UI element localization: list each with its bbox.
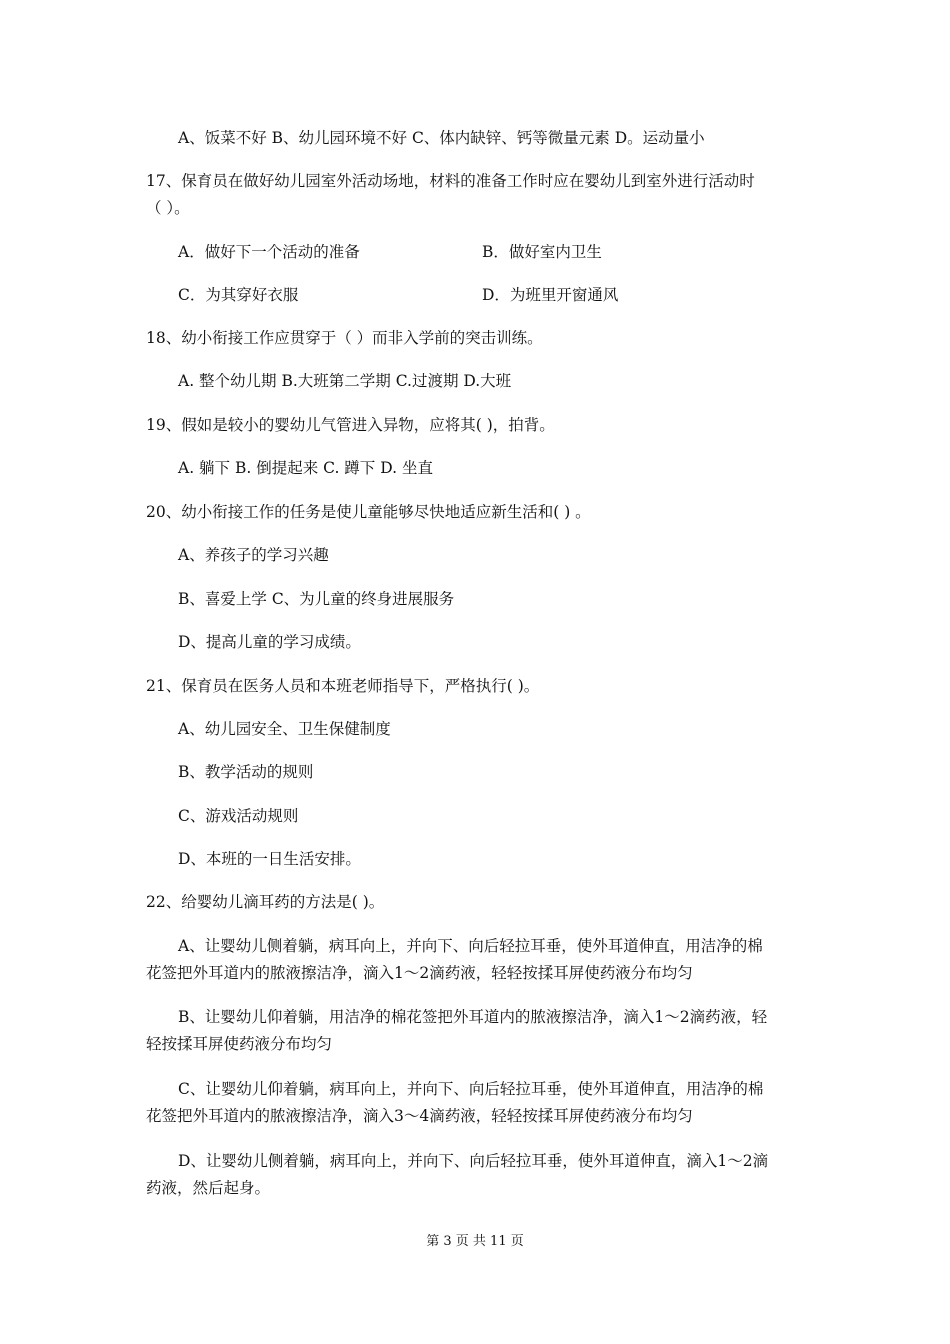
q16-options: A、饭菜不好 B、幼儿园环境不好 C、体内缺锌、钙等微量元素 D。运动量小 bbox=[178, 129, 705, 147]
q22-option-d: D、让婴幼儿侧着躺，病耳向上，并向下、向后轻拉耳垂，使外耳道伸直，滴入1～2滴 bbox=[178, 1152, 769, 1170]
q19-options: A. 躺下 B. 倒提起来 C. 蹲下 D. 坐直 bbox=[178, 459, 433, 477]
q22-option-a-cont: 花签把外耳道内的脓液擦洁净，滴入1～2滴药液，轻轻按揉耳屏使药液分布均匀 bbox=[146, 964, 693, 982]
q21-option-b: B、教学活动的规则 bbox=[178, 763, 314, 781]
q22-option-a: A、让婴幼儿侧着躺，病耳向上，并向下、向后轻拉耳垂，使外耳道伸直，用洁净的棉 bbox=[178, 937, 763, 955]
q21-question: 21、保育员在医务人员和本班老师指导下，严格执行( )。 bbox=[146, 677, 540, 695]
q21-option-c: C、游戏活动规则 bbox=[178, 807, 299, 825]
q17-option-d: D．为班里开窗通风 bbox=[482, 286, 619, 304]
q22-option-c: C、让婴幼儿仰着躺，病耳向上，并向下、向后轻拉耳垂，使外耳道伸直，用洁净的棉 bbox=[178, 1080, 764, 1098]
q20-option-a: A、养孩子的学习兴趣 bbox=[178, 546, 329, 564]
q17-question: 17、保育员在做好幼儿园室外活动场地，材料的准备工作时应在婴幼儿到室外进行活动时 bbox=[146, 172, 755, 190]
q22-option-d-cont: 药液，然后起身。 bbox=[146, 1179, 271, 1197]
q21-option-a: A、幼儿园安全、卫生保健制度 bbox=[178, 720, 391, 738]
q20-option-bc: B、喜爱上学 C、为儿童的终身进展服务 bbox=[178, 590, 455, 608]
q21-option-d: D、本班的一日生活安排。 bbox=[178, 850, 361, 868]
q17-option-b: B．做好室内卫生 bbox=[482, 243, 602, 261]
q22-question: 22、给婴幼儿滴耳药的方法是( )。 bbox=[146, 893, 385, 911]
q18-question: 18、幼小衔接工作应贯穿于（ ）而非入学前的突击训练。 bbox=[146, 329, 543, 347]
q22-option-c-cont: 花签把外耳道内的脓液擦洁净，滴入3～4滴药液，轻轻按揉耳屏使药液分布均匀 bbox=[146, 1107, 693, 1125]
q17-option-c: C．为其穿好衣服 bbox=[178, 286, 299, 304]
q22-option-b-cont: 轻按揉耳屏使药液分布均匀 bbox=[146, 1035, 333, 1053]
q20-option-d: D、提高儿童的学习成绩。 bbox=[178, 633, 361, 651]
q18-options: A. 整个幼儿期 B.大班第二学期 C.过渡期 D.大班 bbox=[178, 372, 512, 390]
q17-question-cont: （ ）。 bbox=[146, 199, 190, 217]
page-footer: 第 3 页 共 11 页 bbox=[426, 1234, 524, 1249]
q17-option-a: A．做好下一个活动的准备 bbox=[178, 243, 360, 261]
q19-question: 19、假如是较小的婴幼儿气管进入异物，应将其( )，拍背。 bbox=[146, 416, 555, 434]
q22-option-b: B、让婴幼儿仰着躺，用洁净的棉花签把外耳道内的脓液擦洁净，滴入1～2滴药液，轻 bbox=[178, 1008, 768, 1026]
q20-question: 20、幼小衔接工作的任务是使儿童能够尽快地适应新生活和( ) 。 bbox=[146, 503, 591, 521]
